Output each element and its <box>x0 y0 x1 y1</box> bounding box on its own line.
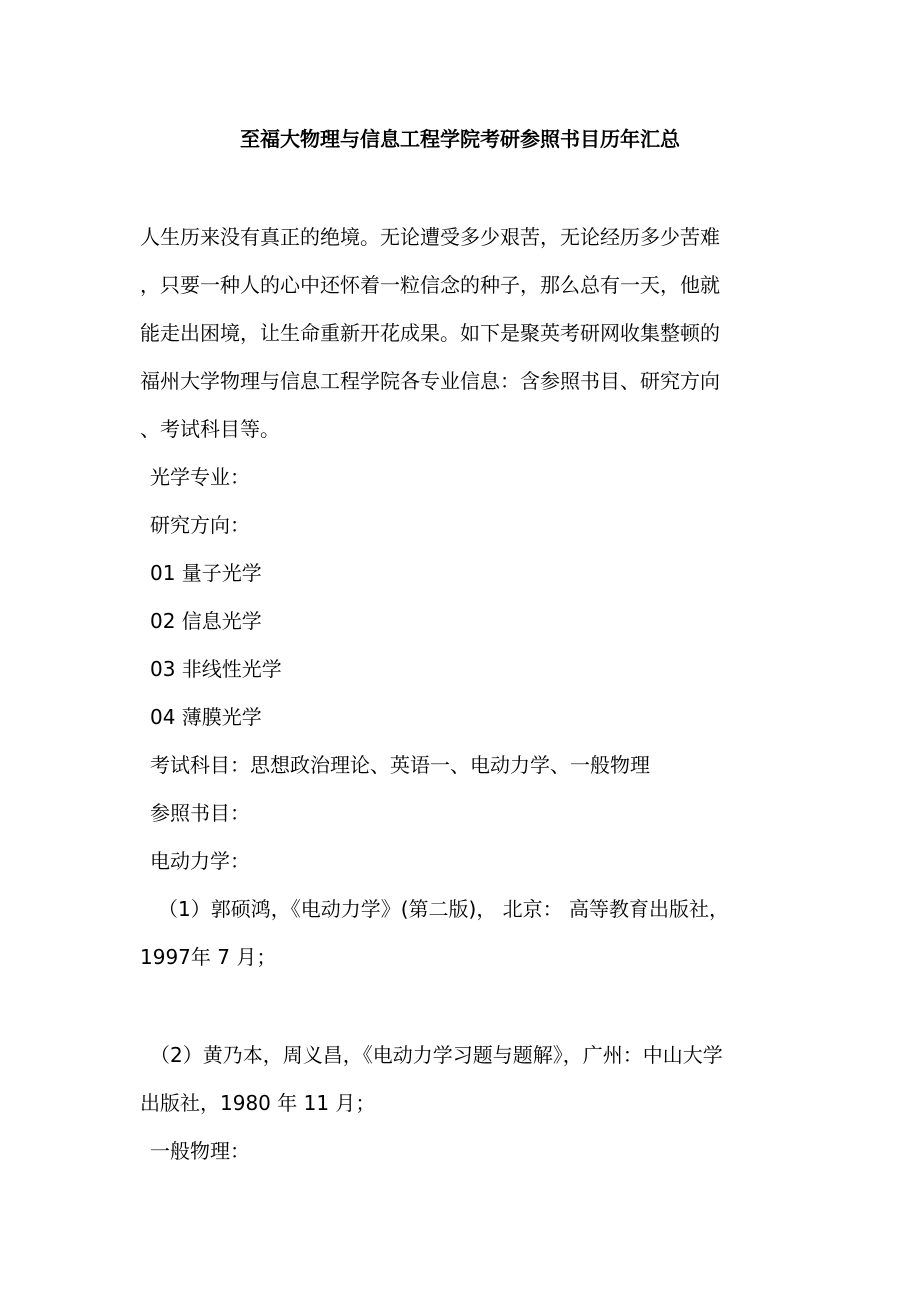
book-2-line-1: （2）黄乃本，周义昌，《电动力学习题与题解》，广州：中山大学 <box>150 1043 723 1067</box>
book-1-line-2: 1997年 7 月； <box>140 945 277 969</box>
direction-item: 01 量子光学 <box>150 561 262 585</box>
intro-line-5: 、考试科目等。 <box>140 417 280 441</box>
document-title: 至福大物理与信息工程学院考研参照书目历年汇总 <box>240 127 680 151</box>
subject-heading-general-physics: 一般物理： <box>150 1139 250 1163</box>
exam-subjects: 考试科目：思想政治理论、英语一、电动力学、一般物理 <box>150 753 650 777</box>
subject-heading-electrodynamics: 电动力学： <box>150 849 250 873</box>
direction-item: 02 信息光学 <box>150 609 262 633</box>
intro-line-3: 能走出困境，让生命重新开花成果。如下是聚英考研网收集整顿的 <box>140 321 720 345</box>
intro-line-4: 福州大学物理与信息工程学院各专业信息：含参照书目、研究方向 <box>140 369 720 393</box>
intro-line-1: 人生历来没有真正的绝境。无论遭受多少艰苦，无论经历多少苦难 <box>140 225 720 249</box>
book-1-line-1: （1）郭硕鸿，《电动力学》(第二版)， 北京： 高等教育出版社， <box>158 897 730 921</box>
book-2-line-2: 出版社，1980 年 11 月； <box>140 1091 376 1115</box>
direction-item: 04 薄膜光学 <box>150 705 262 729</box>
major-heading: 光学专业： <box>150 465 250 489</box>
research-direction-label: 研究方向： <box>150 513 250 537</box>
direction-item: 03 非线性光学 <box>150 657 282 681</box>
intro-line-2: ，只要一种人的心中还怀着一粒信念的种子，那么总有一天，他就 <box>140 273 720 297</box>
reference-books-label: 参照书目： <box>150 801 250 825</box>
